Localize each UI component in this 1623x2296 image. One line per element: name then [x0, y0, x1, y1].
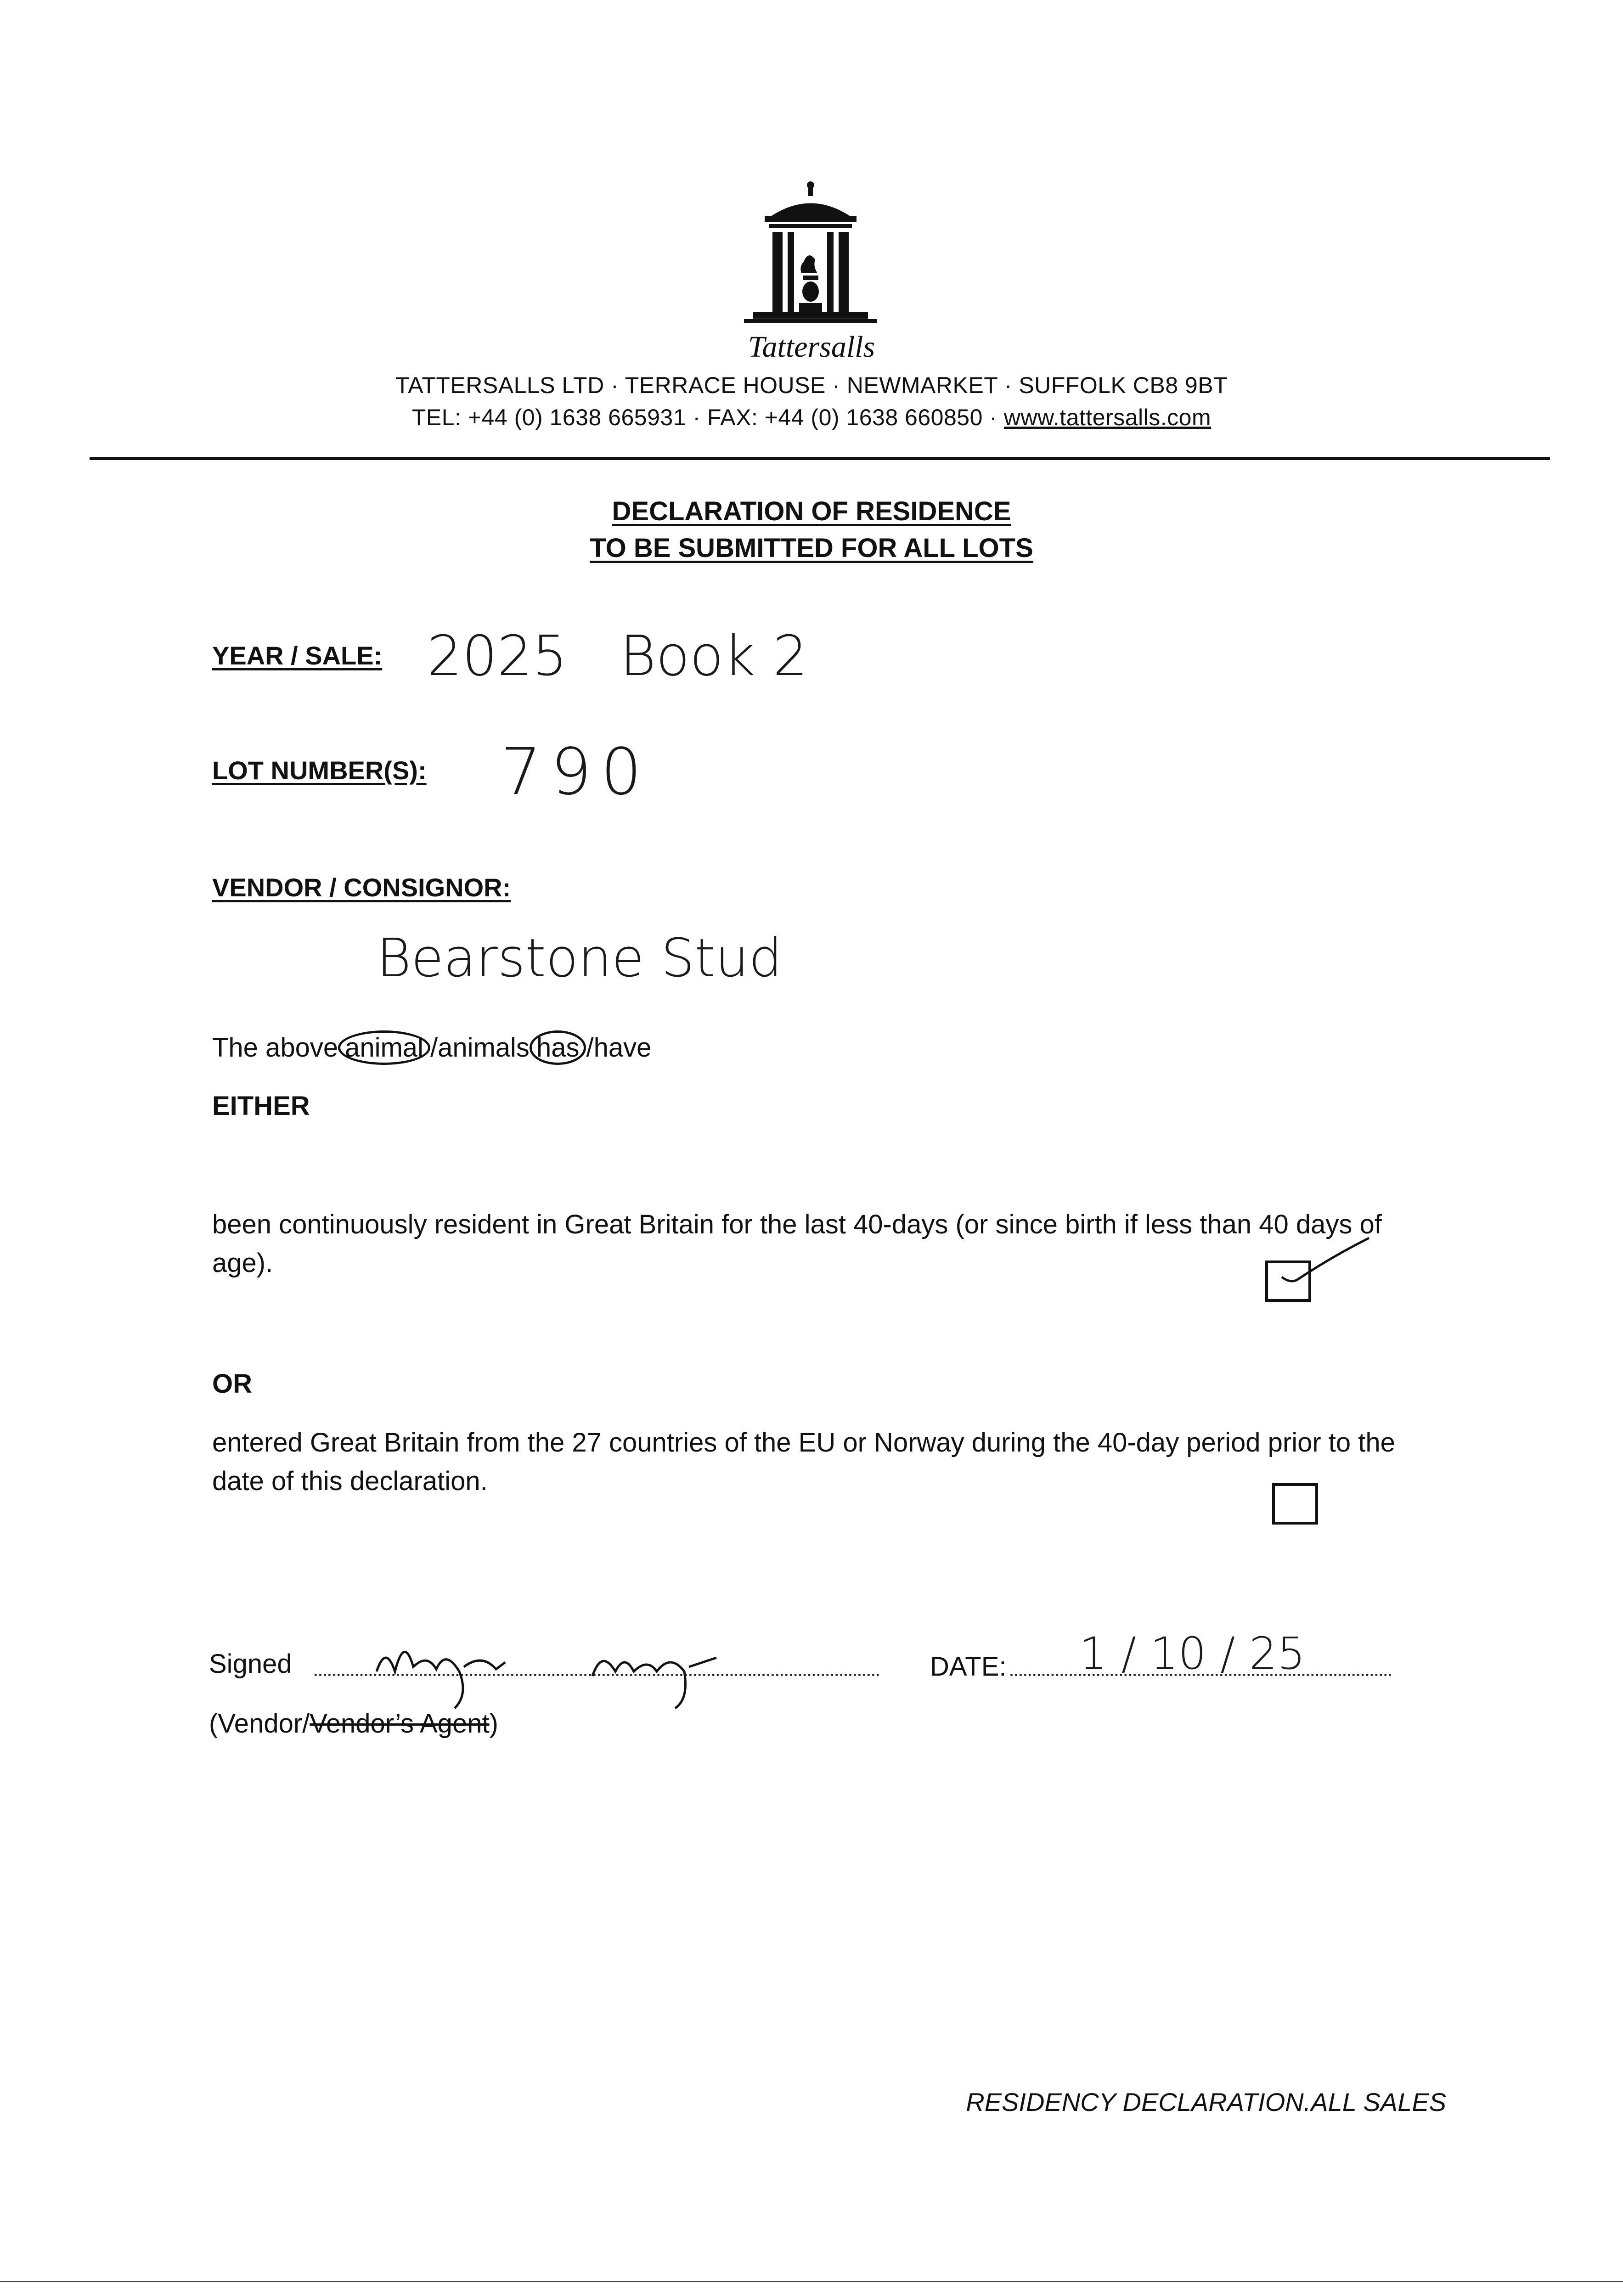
form-title: DECLARATION OF RESIDENCE	[612, 496, 1011, 526]
year-sale-label: YEAR / SALE:	[212, 641, 383, 670]
animal-choice-circled[interactable]: animal	[338, 1030, 430, 1065]
role-vendor: (Vendor/	[209, 1709, 310, 1739]
vendor-value[interactable]: Bearstone Stud	[377, 928, 783, 989]
either-label: EITHER	[212, 1091, 310, 1121]
statement-prefix: The above	[212, 1033, 338, 1063]
company-address: TATTERSALLS LTD · TERRACE HOUSE · NEWMARKET · SUFFOLK CB8 9BT	[395, 372, 1228, 398]
lot-numbers-label: LOT NUMBER(S):	[212, 756, 427, 785]
year-sale-value[interactable]: 2025 Book 2	[427, 625, 808, 688]
or-label: OR	[212, 1369, 252, 1399]
check-mark-icon	[1277, 1238, 1383, 1298]
option-two-checkbox[interactable]	[1272, 1483, 1318, 1525]
option-one-text: been continuously resident in Great Britain for the last 40-days (or since birth if less than 40 days of age).	[212, 1210, 1382, 1278]
date-label: DATE:	[930, 1652, 1007, 1682]
bottom-edge-line	[0, 2281, 1623, 2282]
lot-numbers-value[interactable]: 790	[501, 735, 651, 810]
header-divider	[90, 457, 1550, 460]
website-link[interactable]: www.tattersalls.com	[1003, 405, 1212, 430]
animals-choice: /animals	[430, 1033, 530, 1063]
brand-name: Tattersalls	[748, 330, 875, 364]
handwritten-signature[interactable]	[367, 1626, 781, 1717]
animal-statement	[212, 1029, 651, 1067]
contact-numbers: TEL: +44 (0) 1638 665931 · FAX: +44 (0) 1638 660850 ·	[411, 405, 1004, 430]
option-one-checkbox[interactable]	[1265, 1261, 1311, 1302]
temple-horse-logo-icon	[744, 181, 877, 333]
signer-role	[209, 1705, 498, 1743]
vendor-label: VENDOR / CONSIGNOR:	[212, 873, 511, 902]
footer-reference: RESIDENCY DECLARATION.ALL SALES	[966, 2088, 1446, 2116]
role-agent-struck: Vendor’s Agent	[310, 1709, 490, 1739]
role-suffix: )	[489, 1709, 498, 1739]
has-choice-circled[interactable]: has	[530, 1030, 586, 1065]
option-two-text: entered Great Britain from the 27 countries of the EU or Norway during the 40-day period prior to the date of this declaration.	[212, 1428, 1395, 1496]
signed-label: Signed	[209, 1649, 292, 1679]
have-choice: /have	[586, 1033, 652, 1063]
company-contact	[0, 404, 1623, 431]
form-subtitle: TO BE SUBMITTED FOR ALL LOTS	[590, 533, 1033, 563]
date-value[interactable]: 1 / 10 / 25	[1079, 1628, 1306, 1679]
